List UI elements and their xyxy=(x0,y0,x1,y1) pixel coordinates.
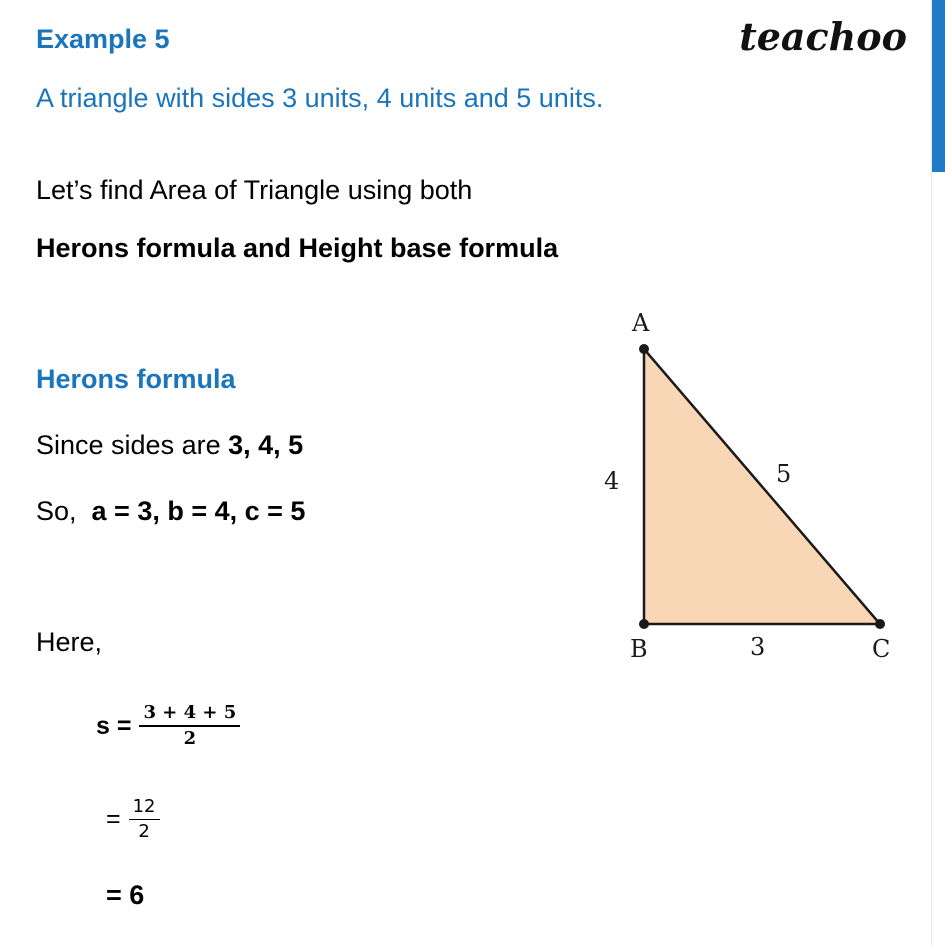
problem-statement: A triangle with sides 3 units, 4 units and 5 units. xyxy=(36,83,604,113)
vertex-b-label: B xyxy=(630,635,648,663)
so-values: a = 3, b = 4, c = 5 xyxy=(91,496,306,526)
sides-values: 3, 4, 5 xyxy=(228,430,304,460)
teachoo-logo: teachoo xyxy=(739,14,907,59)
sides-prefix: Since sides are xyxy=(36,430,229,460)
s-denominator: 2 xyxy=(183,728,197,749)
triangle-shape xyxy=(644,349,880,624)
intro-text: Let’s find Area of Triangle using both xyxy=(36,175,473,205)
side-ac-label: 5 xyxy=(776,460,792,488)
vertex-a-label: A xyxy=(632,309,650,337)
here-label: Here, xyxy=(36,627,103,657)
step2-numerator: 12 xyxy=(132,796,156,817)
vertex-b-dot xyxy=(639,619,649,629)
section-heading: Herons formula xyxy=(36,364,236,394)
s-label: s = xyxy=(96,711,132,740)
step2-label: = xyxy=(106,805,121,833)
vertex-c-dot xyxy=(875,619,885,629)
so-prefix: So, xyxy=(36,496,92,526)
step2-denominator: 2 xyxy=(138,821,150,842)
semi-perimeter-result: = 6 xyxy=(106,880,145,910)
example-title: Example 5 xyxy=(36,24,170,54)
intro-formulas: Herons formula and Height base formula xyxy=(36,233,559,263)
side-ab-label: 4 xyxy=(604,467,620,495)
vertex-a-dot xyxy=(639,344,649,354)
s-numerator: 3 + 4 + 5 xyxy=(143,702,237,723)
vertex-c-label: C xyxy=(872,635,891,663)
side-bc-label: 3 xyxy=(750,633,766,661)
